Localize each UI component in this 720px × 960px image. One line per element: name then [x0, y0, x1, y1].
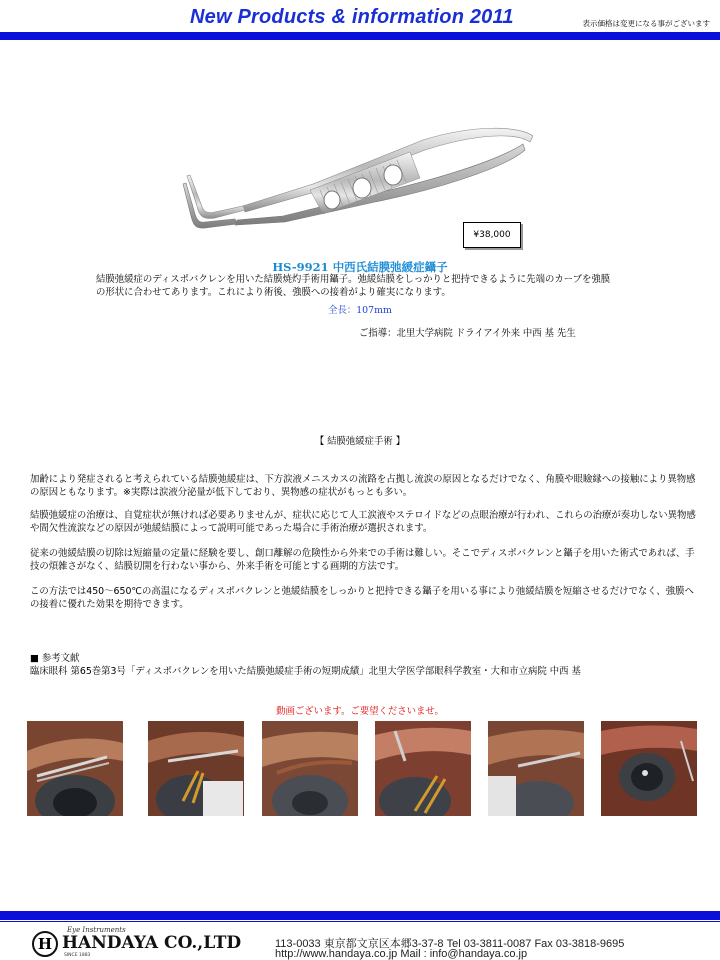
- footer-rule: [0, 921, 720, 922]
- price-change-note: 表示価格は変更になる事がございます: [582, 19, 710, 28]
- video-note: 動画ございます。ご要望くださいませ。: [276, 706, 444, 717]
- surgery-thumbnail: [262, 721, 358, 816]
- logo-tagline: Eye Instruments: [67, 926, 126, 934]
- header-title: New Products & information 2011: [190, 6, 514, 28]
- paragraph: 結膜弛緩症の治療は、自覚症状が無ければ必要ありませんが、症状に応じて人工涙液やステロイドなどの点眼治療が行われ、これらの治療が奏功しない異物感や間欠性流涙などの原因が弛緩結膜によって説明可能であった場合に手術治療が選択されます。: [30, 510, 696, 534]
- product-length: 全長：107mm: [328, 305, 392, 316]
- company-logo: [32, 926, 242, 960]
- paragraph: 加齢により発症されると考えられている結膜弛緩症は、下方涙液メニスカスの流路を占拠し流涙の原因となるだけでなく、角膜や眼瞼縁への接触により異物感の原因ともなります。※実際は涙液分泌量が低下しており、異物感の症状がもっとも多い。: [30, 474, 696, 498]
- surgery-thumbnail: [601, 721, 697, 816]
- paragraph: この方法では450～650℃の高温になるディスポバクレンと弛緩結膜をしっかりと把持できる鑷子を用いる事により弛緩結膜を短縮させるだけでなく、強膜への接着に優れた効果を期待できます。: [30, 586, 694, 610]
- price-tag: ¥38,000: [463, 222, 521, 248]
- section-heading: 【 結膜弛緩症手術 】: [314, 436, 406, 447]
- product-description: 結膜弛緩症のディスポバクレンを用いた結膜焼灼手術用鑷子。弛緩結膜をしっかりと把持できるように先端のカーブを強膜の形状に合わせてあります。これにより術後、強膜への接着がより確実になります。: [96, 274, 611, 298]
- paragraph: 従来の弛緩結膜の切除は短縮量の定量に経験を要し、創口離解の危険性から外来での手術は難しい。そこでディスポバクレンと鑷子を用いた術式であれば、手技の煩雑さがなく、結膜切開を行わない事から、外来手術を可能とする画期的方法です。: [30, 548, 695, 572]
- logo-mark-icon: H: [32, 931, 58, 957]
- surgery-thumbnail: [375, 721, 471, 816]
- company-contact: http://www.handaya.co.jp Mail : info@handaya.co.jp: [275, 948, 528, 960]
- surgery-thumbnail: [148, 721, 244, 816]
- company-address: 113-0033 東京都文京区本郷3-37-8 Tel 03-3811-0087 Fax 03-3818-9695: [275, 938, 625, 950]
- surgery-thumbnail: [488, 721, 584, 816]
- advisor-credit: ご指導：北里大学病院 ドライアイ外来 中西 基 先生: [359, 328, 576, 339]
- founded-year: SINCE 1883: [64, 953, 91, 958]
- product-name: HS-9921 中西氏結膜弛緩症鑷子: [272, 260, 448, 274]
- company-name: HANDAYA CO.,LTD: [62, 933, 242, 953]
- reference-citation: 臨床眼科 第65巻第3号「ディスポバクレンを用いた結膜弛緩症手術の短期成績」北里大学医学部眼科学教室・大和市立病院 中西 基: [30, 666, 581, 677]
- footer-bar: [0, 911, 720, 920]
- references-heading: ■ 参考文献: [30, 653, 80, 664]
- surgery-thumbnail: [27, 721, 123, 816]
- header-bar: [0, 32, 720, 40]
